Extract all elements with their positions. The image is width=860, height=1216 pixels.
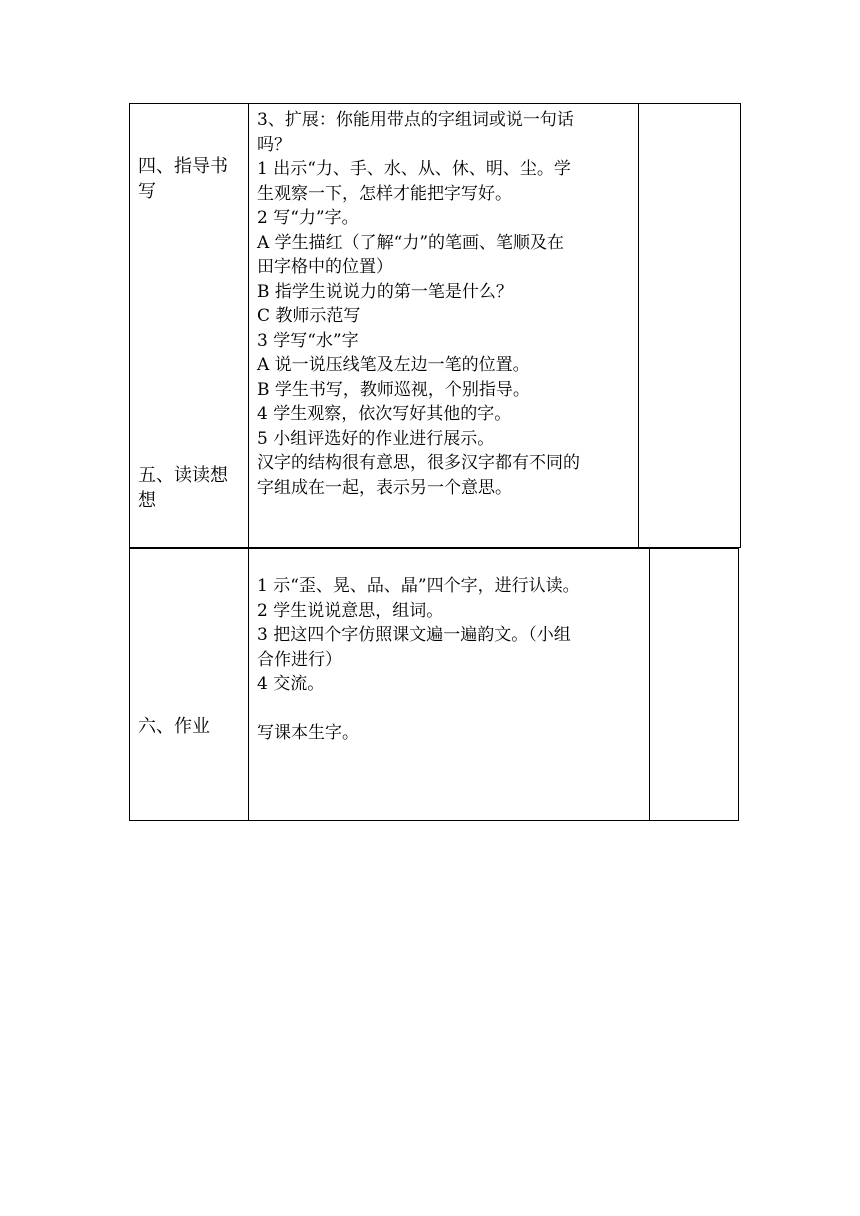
column-divider <box>649 549 650 820</box>
section-label-line: 五、读读想 <box>138 465 228 486</box>
content-line: 2 学生说说意思，组词。 <box>257 600 444 621</box>
content-line: 合作进行） <box>257 649 342 670</box>
content-line: A 说一说压线笔及左边一笔的位置。 <box>257 355 530 375</box>
section-label-line: 四、指导书 <box>138 156 228 177</box>
content-line: 汉字的结构很有意思，很多汉字都有不同的 <box>257 453 580 473</box>
content-line: 3、扩展：你能用带点的字组词或说一句话 <box>257 110 574 130</box>
content-line: B 学生书写，教师巡视，个别指导。 <box>257 379 530 400</box>
content-line: 5 小组评选好的作业进行展示。 <box>257 428 495 449</box>
content-line: 4 交流。 <box>257 674 325 694</box>
content-line: 田字格中的位置） <box>257 257 393 277</box>
content-line: C 教师示范写 <box>257 306 361 326</box>
content-line: 生观察一下，怎样才能把字写好。 <box>257 183 512 204</box>
content-line: A 学生描红（了解“力”的笔画、笔顺及在 <box>257 232 565 253</box>
column-divider <box>248 549 249 820</box>
content-line: 2 写“力”字。 <box>257 208 359 228</box>
column-divider <box>638 104 639 547</box>
section-label-guide-writing <box>138 154 228 204</box>
section-label-line: 写 <box>138 181 156 202</box>
content-line: 1 出示“力、手、水、从、休、明、尘。学 <box>257 159 571 179</box>
content-line: 吗？ <box>257 134 291 155</box>
homework-text: 写课本生字。 <box>257 723 359 743</box>
section-label-line: 六、作业 <box>138 716 210 737</box>
section-label-homework <box>138 714 210 739</box>
column-divider <box>248 104 249 547</box>
content-line: 3 学写“水”字 <box>257 330 359 351</box>
content-line: B 指学生说说力的第一笔是什么？ <box>257 281 513 302</box>
content-line: 3 把这四个字仿照课文遍一遍韵文。（小组 <box>257 625 571 645</box>
section-label-read-think <box>138 463 228 513</box>
lesson-table-upper <box>129 103 741 548</box>
content-line: 1 示“歪、晃、品、晶”四个字，进行认读。 <box>257 576 580 596</box>
content-line: 4 学生观察，依次写好其他的字。 <box>257 404 512 424</box>
lesson-content <box>257 574 580 746</box>
content-line: 字组成在一起，表示另一个意思。 <box>257 477 512 498</box>
section-label-line: 想 <box>138 490 156 511</box>
lesson-table-lower <box>129 548 739 821</box>
lesson-content <box>257 108 580 500</box>
